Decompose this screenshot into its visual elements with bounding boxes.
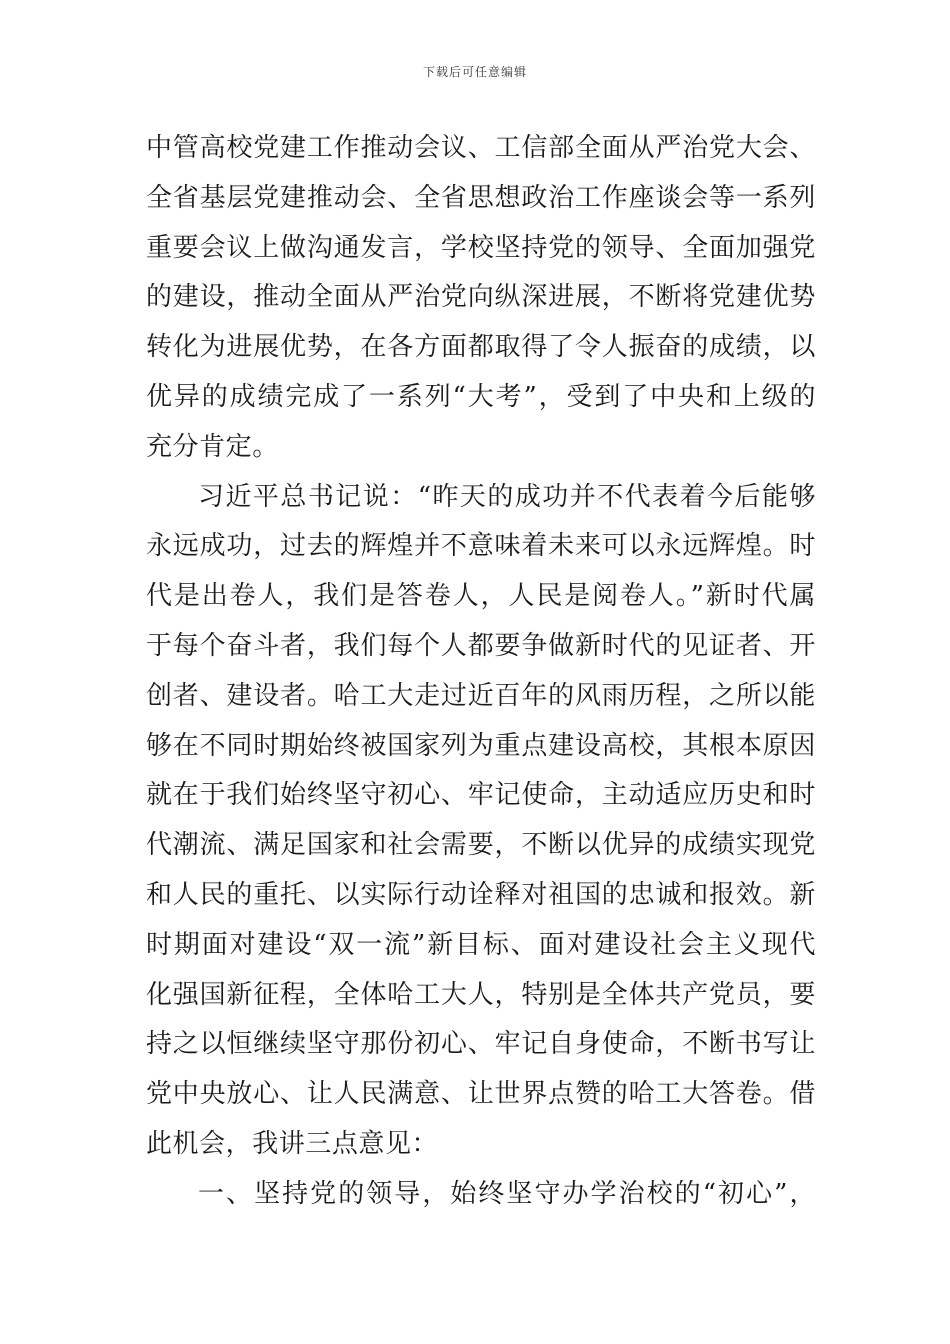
text-line: 持之以恒继续坚守那份初心、牢记自身使命，不断书写让 <box>146 1029 816 1060</box>
text-line: 重要会议上做沟通发言，学校坚持党的领导、全面加强党 <box>146 232 816 263</box>
text-line: 和人民的重托、以实际行动诠释对祖国的忠诚和报效。新 <box>146 879 816 910</box>
text-line: 转化为进展优势，在各方面都取得了令人振奋的成绩，以 <box>146 332 816 363</box>
text-line: 就在于我们始终坚守初心、牢记使命，主动适应历史和时 <box>146 780 816 811</box>
text-line: 优异的成绩完成了一系列“大考”，受到了中央和上级的 <box>146 381 816 412</box>
document-body <box>146 124 816 1220</box>
text-line: 时期面对建设“双一流”新目标、面对建设社会主义现代 <box>146 929 816 960</box>
text-line: 此机会，我讲三点意见： <box>146 1128 439 1159</box>
text-line: 化强国新征程，全体哈工大人，特别是全体共产党员，要 <box>146 979 816 1010</box>
text-line: 一、坚持党的领导，始终坚守办学治校的“初心”， <box>198 1178 816 1209</box>
text-line: 代是出卷人，我们是答卷人，人民是阅卷人。”新时代属 <box>146 581 816 612</box>
text-line: 创者、建设者。哈工大走过近百年的风雨历程，之所以能 <box>146 680 816 711</box>
text-line: 党中央放心、让人民满意、让世界点赞的哈工大答卷。借 <box>146 1079 816 1110</box>
text-line: 够在不同时期始终被国家列为重点建设高校，其根本原因 <box>146 730 816 761</box>
text-line: 的建设，推动全面从严治党向纵深进展，不断将党建优势 <box>146 282 816 313</box>
text-line: 全省基层党建推动会、全省思想政治工作座谈会等一系列 <box>146 182 816 213</box>
page-header: 下载后可任意编辑 <box>422 65 527 79</box>
text-line: 代潮流、满足国家和社会需要，不断以优异的成绩实现党 <box>146 830 816 861</box>
text-line: 永远成功，过去的辉煌并不意味着未来可以永远辉煌。时 <box>146 531 816 562</box>
text-line: 中管高校党建工作推动会议、工信部全面从严治党大会、 <box>146 133 816 163</box>
text-line: 充分肯定。 <box>146 431 279 462</box>
text-line: 于每个奋斗者，我们每个人都要争做新时代的见证者、开 <box>146 630 816 661</box>
text-line: 习近平总书记说：“昨天的成功并不代表着今后能够 <box>198 481 816 512</box>
